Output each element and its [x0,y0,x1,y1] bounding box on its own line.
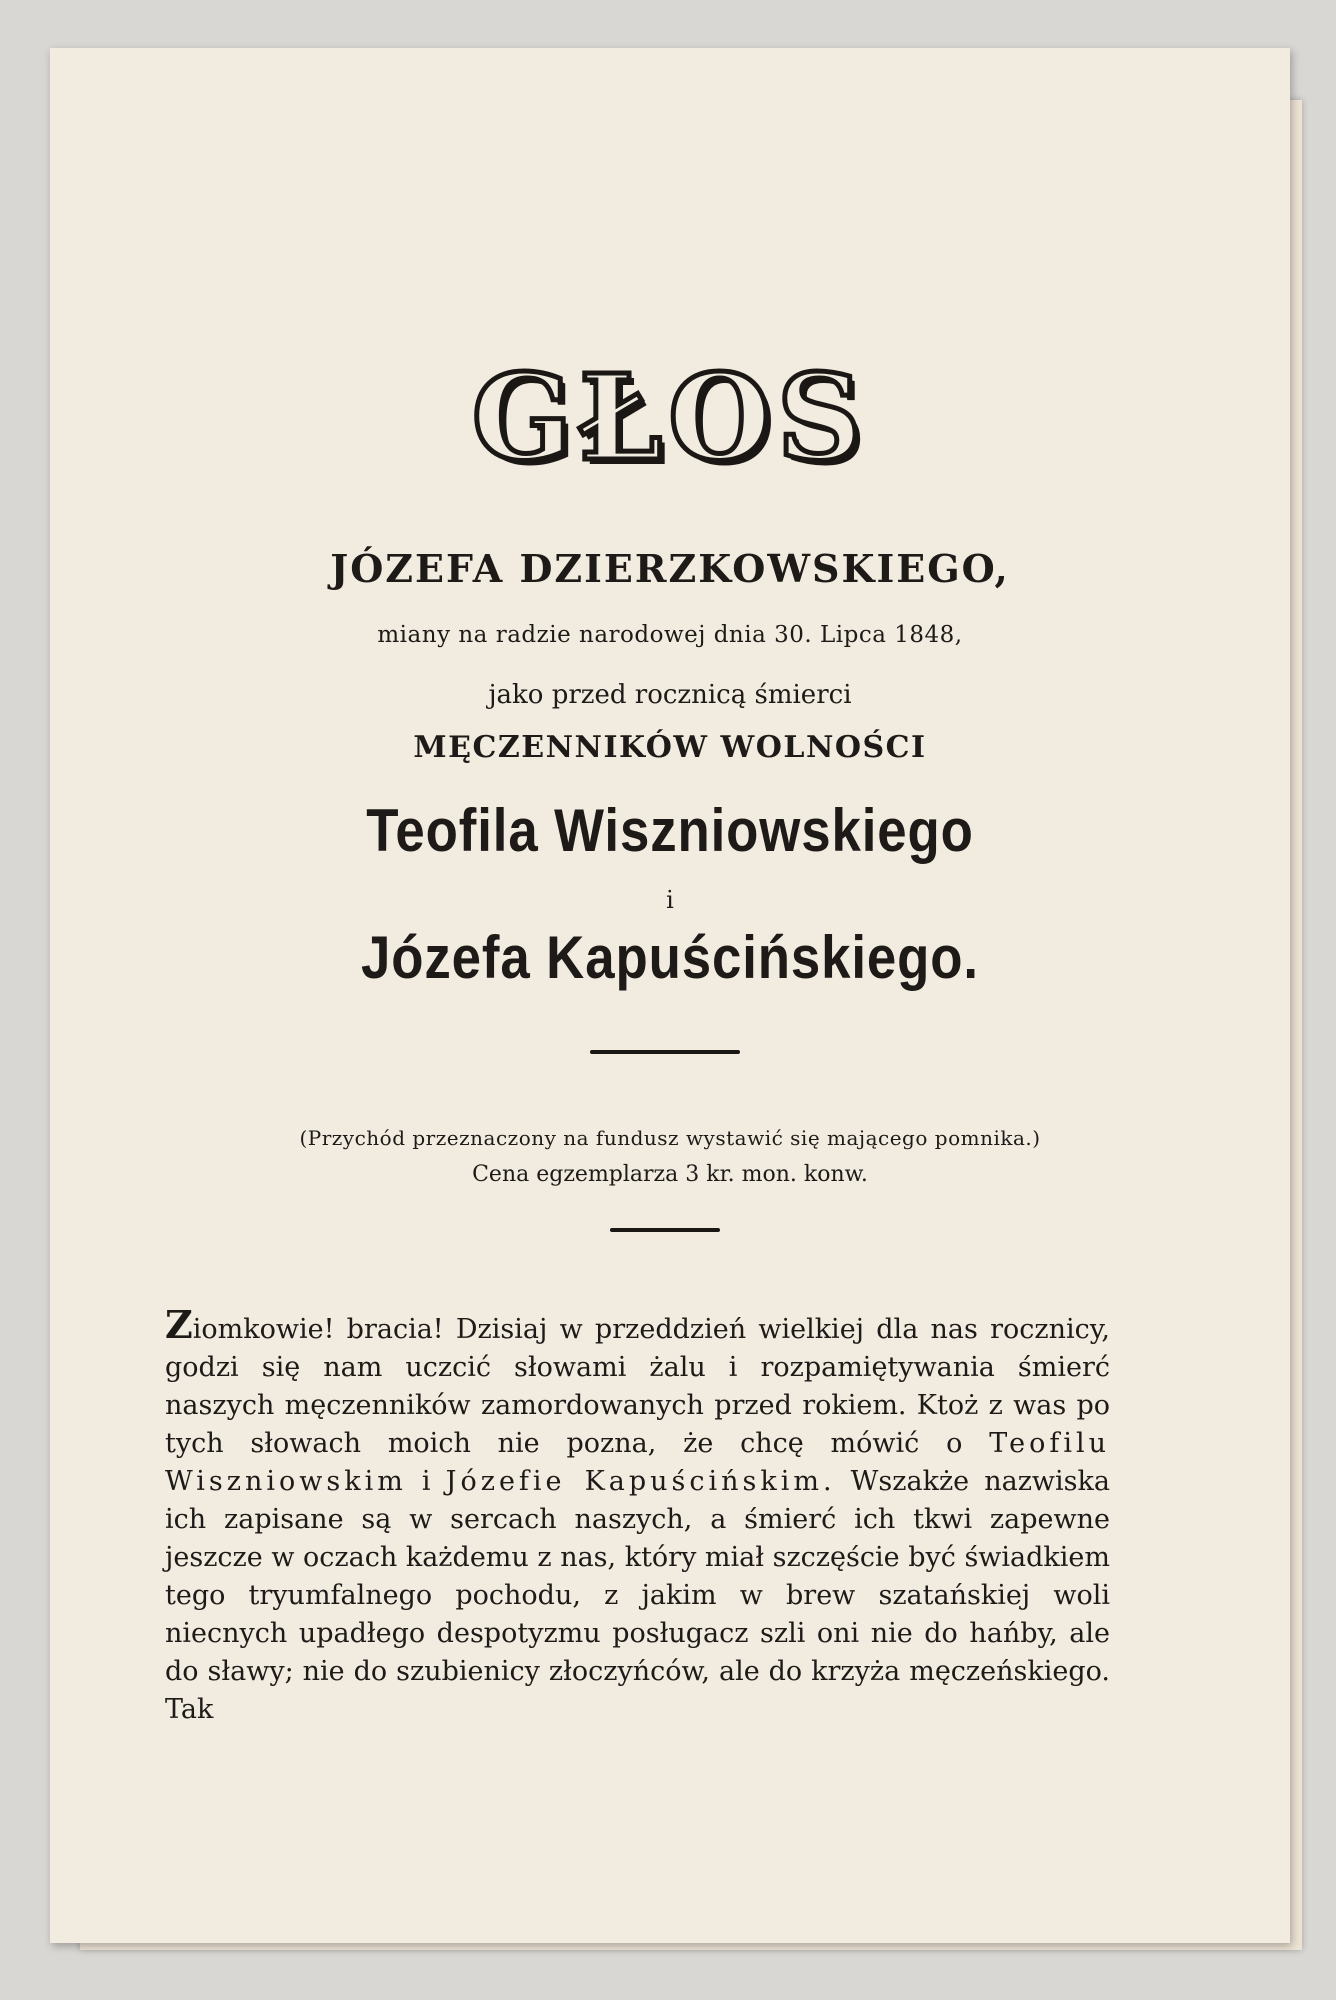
proceeds-note: (Przychód przeznaczony na fundusz wystawić się mającego pomnika.) [299,1126,1041,1150]
martyr-name-1: Teofila Wiszniowskiego [366,797,974,864]
body-text-part-2: Wszakże nazwiska ich zapisane są w sercach naszych, a śmierć ich tkwi zapewne jeszcze w oczach każdemu z nas, który miał szczęście być świadkiem tego tryumfalnego pochodu, z jakim w brew szatańskiej woli niecnych upadłego despotyzmu posługacz szli oni nie do hańby, ale do sławy; nie do szubienicy złoczyńców, ale do krzyża męczeńskiego. Tak [165,1466,1110,1725]
author-line: JÓZEFA DZIERZKOWSKIEGO, [330,546,1010,591]
martyrs-heading: MĘCZENNIKÓW WOLNOŚCI [413,730,927,765]
divider-rule [590,1050,740,1054]
document-page [50,48,1290,1943]
body-paragraph [165,1302,1110,1729]
body-name-a: Teofilu Wiszniowskim [165,1428,1110,1497]
document-title: GŁOS [471,348,869,487]
divider-rule-2 [610,1228,720,1232]
price-line: Cena egzemplarza 3 kr. mon. konw. [472,1162,868,1187]
body-name-b: Józefie Kapuścińskim. [445,1466,836,1497]
body-text-part-1: iomkowie! bracia! Dzisiaj w przeddzień wielkiej dla nas rocznicy, godzi się nam uczcić słowami żalu i rozpamiętywania śmierć naszych męczenników zamordowanych przed rokiem. Ktoż z was po tych słowach moich nie pozna, że chcę mówić o [165,1314,1110,1459]
martyr-name-2: Józefa Kapuścińskiego. [361,924,979,991]
dropcap: Z [165,1302,193,1347]
conjunction: i [666,886,674,914]
anniversary-line: jako przed rocznicą śmierci [488,680,852,710]
spoken-date-line: miany na radzie narodowej dnia 30. Lipca 1848, [377,622,963,648]
body-conjunction: i [421,1466,431,1497]
